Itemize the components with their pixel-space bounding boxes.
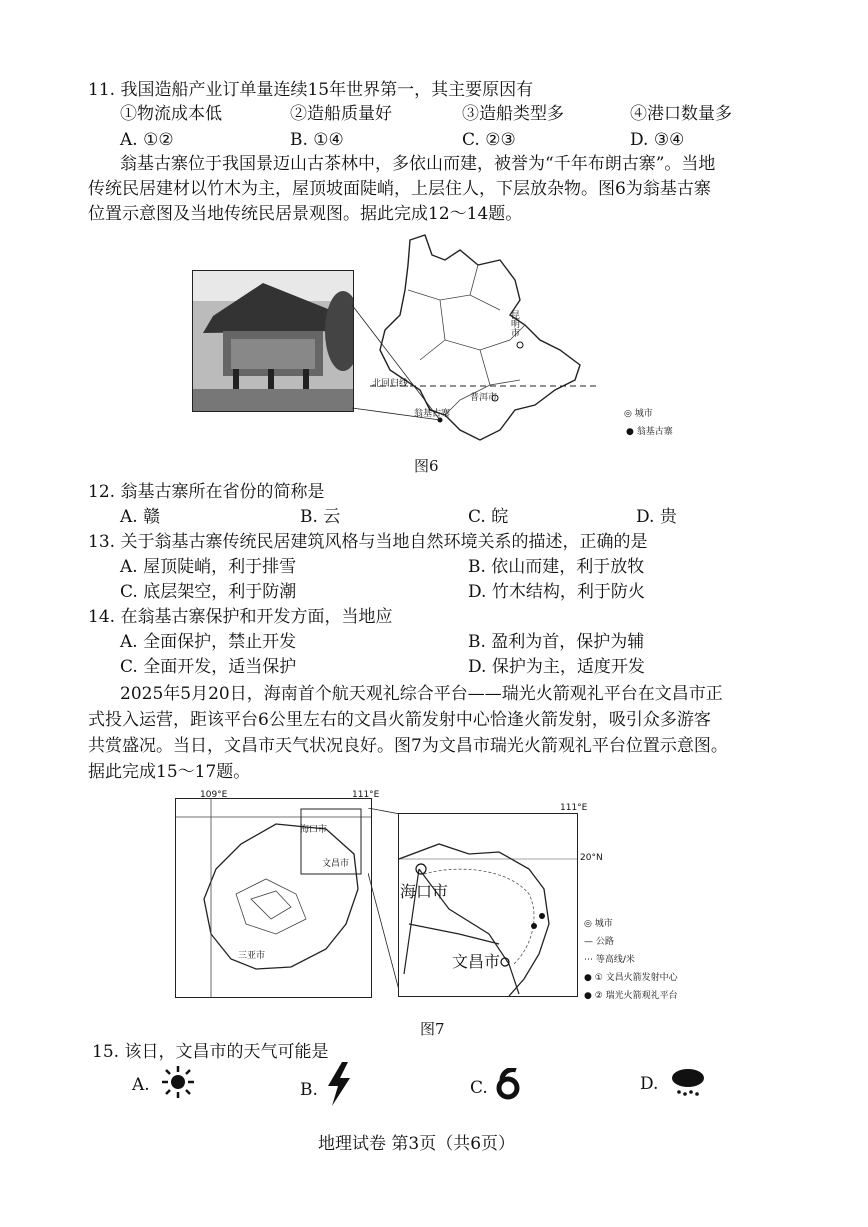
q14-stem: 14. 在翁基古寨保护和开发方面，当地应 [88, 607, 393, 627]
q14-option-c: C. 全面开发，适当保护 [120, 657, 297, 677]
wenchang-small-label: 文昌市 [322, 859, 350, 869]
legend-7-platform-text: ② 瑞光火箭观礼平台 [594, 991, 678, 1001]
stilt-house-photo [193, 271, 353, 411]
q15-option-d: D. [640, 1074, 659, 1094]
wenchang-label: 文昌市 [452, 952, 501, 971]
q12-option-a: A. 赣 [120, 507, 161, 527]
q13-option-b: B. 依山而建，利于放牧 [468, 557, 645, 577]
legend-7-road: — 公路 [584, 937, 614, 947]
tropic-label: 北回归线 [372, 379, 409, 389]
passage1-line-2: 传统民居建材以竹木为主，屋顶坡面陡峭，上层住人，下层放杂物。图6为翁基古寨 [88, 179, 711, 199]
passage2-line-4: 据此完成15～17题。 [88, 762, 251, 782]
legend-village: ● 翁基古寨 [626, 427, 673, 437]
q12-option-d: D. 贵 [636, 507, 677, 527]
lon-111-label-b: 111°E [560, 803, 588, 813]
q13-option-d: D. 竹木结构，利于防火 [468, 582, 645, 602]
q12-option-c: C. 皖 [468, 507, 509, 527]
q11-option-d: D. ③④ [630, 130, 685, 150]
haikou-small-label: 海口市 [300, 825, 328, 835]
fig7-hainan-map [175, 798, 372, 998]
q13-option-c: C. 底层架空，利于防潮 [120, 582, 297, 602]
q15-option-c: C. [470, 1078, 488, 1098]
legend-city: ◎ 城市 [624, 409, 653, 419]
q11-stem: 11. 我国造船产业订单量连续15年世界第一，其主要原因有 [88, 80, 534, 100]
fig6-photo [192, 270, 354, 412]
typhoon-icon [494, 1068, 522, 1102]
lightning-icon [326, 1062, 352, 1106]
fig6-caption: 图6 [414, 457, 439, 475]
lon-111-label-a: 111°E [352, 790, 380, 800]
q15-stem: 15. 该日，文昌市的天气可能是 [92, 1042, 329, 1062]
q13-stem: 13. 关于翁基古寨传统民居建筑风格与当地自然环境关系的描述，正确的是 [88, 532, 648, 552]
q12-option-b: B. 云 [300, 507, 341, 527]
legend-7-road-text: 公路 [595, 937, 614, 947]
passage2-line-1: 2025年5月20日，海南首个航天观礼综合平台——瑞光火箭观礼平台在文昌市正 [120, 684, 723, 704]
legend-7-launch: ● ① 文昌火箭发射中心 [584, 973, 678, 983]
legend-7-contour: ⋯ 等高线/米 [584, 955, 635, 965]
puer-label: 普洱市 [470, 393, 498, 403]
q11-item-2: ②造船质量好 [290, 104, 392, 124]
lat-20-label: 20°N [580, 853, 603, 863]
hainan-island [176, 799, 371, 997]
q15-option-b: B. [300, 1080, 318, 1100]
q13-option-a: A. 屋顶陡峭，利于排雪 [120, 557, 297, 577]
passage2-line-3: 共赏盛况。当日，文昌市天气状况良好。图7为文昌市瑞光火箭观礼平台位置示意图。 [88, 736, 728, 756]
rain-cloud-icon [670, 1066, 706, 1098]
page-footer: 地理试卷 第3页（共6页） [318, 1134, 516, 1154]
legend-7-city-text: 城市 [594, 919, 613, 929]
yunnan-map [350, 230, 610, 450]
zoom-connector [368, 808, 402, 998]
q11-option-b: B. ①④ [290, 130, 344, 150]
q14-option-b: B. 盈利为首，保护为辅 [468, 632, 645, 652]
kunming-label: 昆明市 [509, 310, 519, 337]
legend-7-contour-text: 等高线/米 [595, 955, 635, 965]
sun-icon [160, 1064, 196, 1100]
q15-option-a: A. [132, 1075, 150, 1095]
q11-item-3: ③造船类型多 [462, 104, 564, 124]
legend-7-launch-text: ① 文昌火箭发射中心 [594, 973, 678, 983]
legend-village-text: 翁基古寨 [636, 427, 673, 437]
q14-option-a: A. 全面保护，禁止开发 [120, 632, 297, 652]
legend-city-text: 城市 [634, 409, 653, 419]
passage2-line-2: 式投入运营，距该平台6公里左右的文昌火箭发射中心恰逢火箭发射，吸引众多游客 [88, 710, 711, 730]
q12-stem: 12. 翁基古寨所在省份的简称是 [88, 482, 325, 502]
wengji-label: 翁基古寨 [414, 409, 451, 419]
sanya-label: 三亚市 [238, 951, 266, 961]
q11-item-1: ①物流成本低 [120, 104, 222, 124]
legend-7-city: ◎ 城市 [584, 919, 613, 929]
legend-7-platform: ● ② 瑞光火箭观礼平台 [584, 991, 678, 1001]
q11-option-a: A. ①② [120, 130, 174, 150]
passage1-line-1: 翁基古寨位于我国景迈山古茶林中，多依山而建，被誉为“千年布朗古寨”。当地 [120, 154, 716, 174]
fig7-caption: 图7 [420, 1020, 445, 1038]
q14-option-d: D. 保护为主，适度开发 [468, 657, 645, 677]
haikou-label: 海口市 [400, 882, 449, 901]
passage1-line-3: 位置示意图及当地传统民居景观图。据此完成12～14题。 [88, 204, 523, 224]
q11-item-4: ④港口数量多 [630, 104, 732, 124]
q11-option-c: C. ②③ [462, 130, 516, 150]
lon-109-label: 109°E [200, 790, 228, 800]
